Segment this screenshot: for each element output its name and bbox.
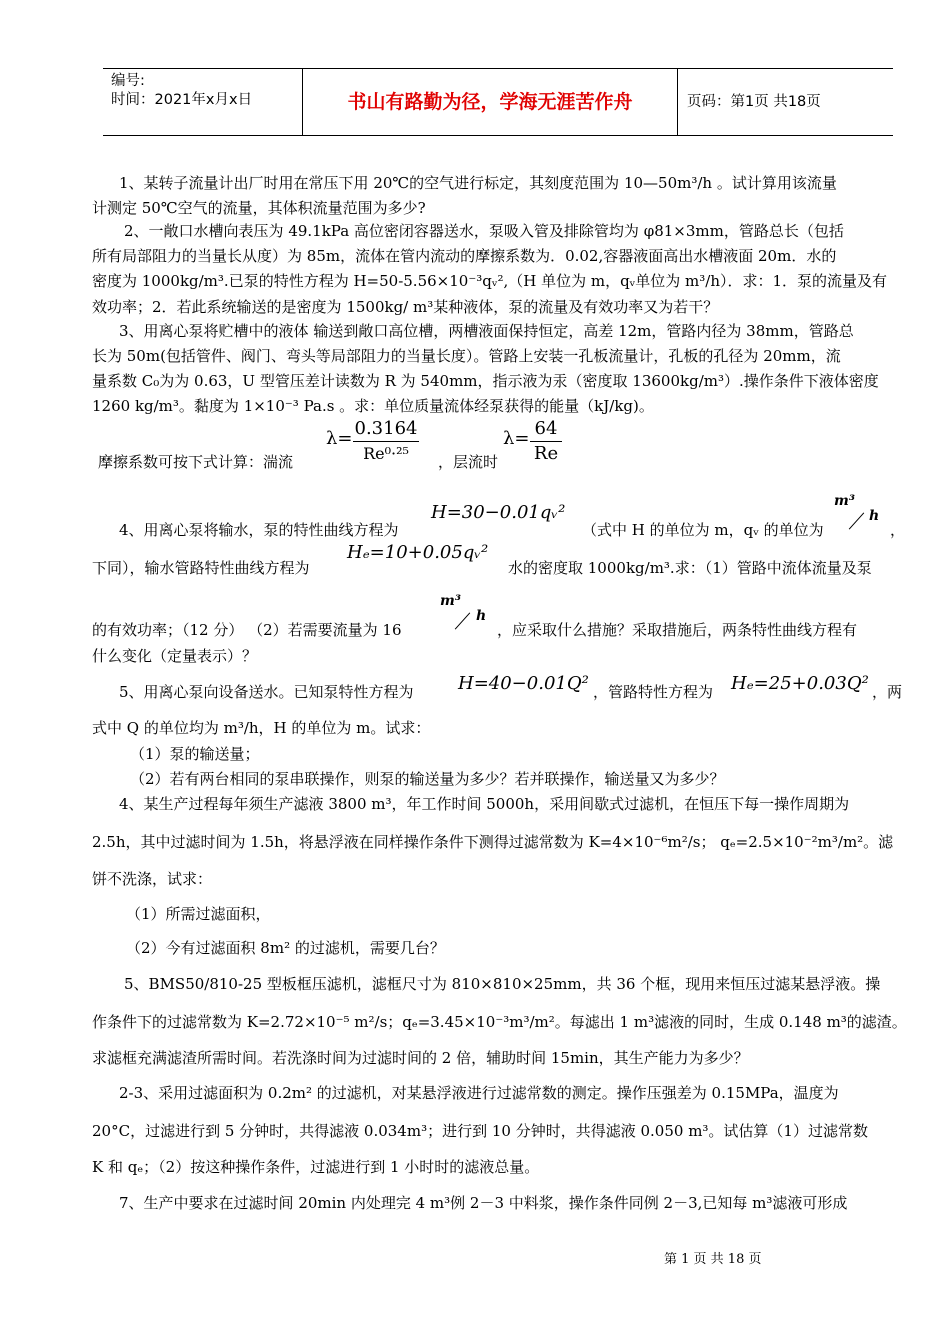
p3-turbulent-denominator: Re⁰·²⁵ [363, 444, 409, 463]
header-info-cell [103, 69, 303, 135]
p4b-line4: （1）所需过滤面积， [126, 905, 271, 923]
unit-slash [455, 612, 470, 629]
p3-line2: 长为 50m(包括管件、阀门、弯头等局部阻力的当量长度）。管路上安装一孔板流量计，孔板的孔径为 20mm，流 [92, 347, 841, 365]
p4a-unit-m3: m³ [834, 493, 855, 509]
p4a-line1-text: 4、用离心泵将输水，泵的特性曲线方程为 [119, 521, 399, 539]
p5b-line2: 作条件下的过滤常数为 K=2.72×10⁻⁵ m²/s；qₑ=3.45×10⁻³m³/m²。每滤出 1 m³滤液的同时，生成 0.148 m³的滤渣。 [92, 1013, 907, 1031]
p3-laminar-numerator: 64 [534, 418, 558, 439]
header-page-label: 页码：第1页 共18页 [687, 94, 821, 110]
header-table [103, 68, 893, 136]
p4a-pump-equation: H=30−0.01qᵥ² [431, 502, 566, 523]
p4a-unit-h: h [869, 508, 880, 524]
p3-line4: 1260 kg/m³。黏度为 1×10⁻³ Pa.s 。求：单位质量流体经泵获得的能量（kJ/kg)。 [92, 397, 654, 415]
fraction-bar [353, 441, 419, 442]
p4a-pipe-equation: Hₑ=10+0.05qᵥ² [347, 542, 489, 563]
p4a-line3-rest: ，应采取什么措施？采取措施后，两条特性曲线方程有 [497, 621, 858, 639]
p23-line2: 20°C，过滤进行到 5 分钟时，共得滤液 0.034m³；进行到 10 分钟时，共得滤液 0.050 m³。试估算（1）过滤常数 [92, 1122, 868, 1140]
p4a-line4: 什么变化（定量表示）？ [92, 647, 258, 665]
header-motto: 书山有路勤为径，学海无涯苦作舟 [303, 69, 678, 135]
p5a-line2: 式中 Q 的单位均为 m³/h，H 的单位为 m。试求： [92, 719, 431, 737]
p3-line1: 3、用离心泵将贮槽中的液体 输送到敞口高位槽，两槽液面保持恒定，高差 12m，管路内径为 38mm，管路总 [119, 322, 854, 340]
p2-line2: 所有局部阻力的当量长从度）为 85m，流体在管内流动的摩擦系数为．0.02,容器液面高出水槽液面 20m．水的 [92, 247, 837, 265]
p2-line4: 效功率；2．若此系统输送的是密度为 1500kg/ m³某种液体，泵的流量及有效功率又为若干？ [92, 298, 719, 316]
p5b-line1: 5、BMS50/810-25 型板框压滤机，滤框尺寸为 810×810×25mm，共 36 个框，现用来恒压过滤某悬浮液。操 [124, 975, 881, 993]
p4a-line2-rest: 水的密度取 1000kg/m³.求：（1）管路中流体流量及泵 [508, 559, 872, 577]
unit-slash [849, 512, 864, 529]
p5b-line3: 求滤框充满滤渣所需时间。若洗涤时间为过滤时间的 2 倍，辅助时间 15min，其生产能力为多少？ [92, 1049, 749, 1067]
p4a-line2-text: 下同），输水管路特性曲线方程为 [92, 559, 310, 577]
p3-lambda-turbulent: λ= [326, 428, 353, 449]
p5a-pump-equation: H=40−0.01Q² [458, 673, 589, 694]
date-label: 时间：2021年x月x日 [111, 92, 253, 108]
p1-line2: 计测定 50℃空气的流量，其体积流量范围为多少? [92, 199, 426, 217]
p5a-line4: （2）若有两台相同的泵串联操作，则泵的输送量为多少？若并联操作，输送量又为多少？ [130, 770, 725, 788]
p4b-line5: （2）今有过滤面积 8m² 的过滤机，需要几台？ [126, 939, 445, 957]
p3-lambda-laminar: λ= [503, 428, 530, 449]
p4a-line1-units: （式中 H 的单位为 m，qᵥ 的单位为 [582, 521, 824, 539]
p3-laminar-fraction [530, 418, 562, 465]
p4a-flow-unit-m3: m³ [440, 593, 461, 609]
p4a-line3-text: 的有效功率；（12 分） （2）若需要流量为 16 [92, 621, 402, 639]
number-label: 编号: [111, 73, 145, 89]
p4a-flow-unit-h: h [476, 608, 487, 624]
p4a-comma: ， [890, 521, 906, 539]
p4b-line3: 饼不洗涤，试求： [92, 870, 213, 888]
p5a-line3: （1）泵的输送量； [130, 745, 260, 763]
p3-laminar-denominator: Re [533, 443, 559, 464]
p23-line3: K 和 qₑ；（2）按这种操作条件，过滤进行到 1 小时时的滤液总量。 [92, 1158, 540, 1176]
p5a-line1-mid: ，管路特性方程为 [593, 683, 714, 701]
p3-friction-label: 摩擦系数可按下式计算：湍流 [98, 453, 294, 471]
p7-line1: 7、生产中要求在过滤时间 20min 内处理完 4 m³例 2－3 中料浆，操作条件同例 2－3,已知每 m³滤液可形成 [119, 1194, 848, 1212]
fraction-bar [530, 441, 562, 442]
p1-line1: 1、某转子流量计出厂时用在常压下用 20℃的空气进行标定，其刻度范围为 10—50m³/h 。试计算用该流量 [119, 174, 837, 192]
p3-laminar-label: ，层流时 [438, 453, 499, 471]
page-footer: 第 1 页 共 18 页 [664, 1252, 762, 1267]
p4b-line2: 2.5h，其中过滤时间为 1.5h，将悬浮液在同样操作条件下测得过滤常数为 K=4×10⁻⁶m²/s； qₑ=2.5×10⁻²m³/m²。滤 [92, 833, 894, 851]
p3-line3: 量系数 C₀为为 0.63，U 型管压差计读数为 R 为 540mm，指示液为汞（密度取 13600kg/m³）.操作条件下液体密度 [92, 372, 879, 390]
p5a-pipe-equation: Hₑ=25+0.03Q² [731, 673, 869, 694]
p5a-line1-text: 5、用离心泵向设备送水。已知泵特性方程为 [119, 683, 414, 701]
p23-line1: 2-3、采用过滤面积为 0.2m² 的过滤机，对某悬浮液进行过滤常数的测定。操作压强差为 0.15MPa，温度为 [119, 1084, 839, 1102]
p4b-line1: 4、某生产过程每年须生产滤液 3800 m³，年工作时间 5000h，采用间歇式过滤机，在恒压下每一操作周期为 [119, 795, 850, 813]
p3-turbulent-fraction [353, 418, 419, 465]
p3-turbulent-numerator: 0.3164 [354, 418, 418, 439]
p2-line3: 密度为 1000kg/m³.已泵的特性方程为 H=50-5.56×10⁻³qᵥ²,（H 单位为 m，qᵥ单位为 m³/h）．求：1．泵的流量及有 [92, 272, 888, 290]
p2-line1: 2、一敞口水槽向表压为 49.1kPa 高位密闭容器送水，泵吸入管及排除管均为 φ81×3mm，管路总长（包括 [124, 222, 844, 240]
p5a-line1-end: ，两 [872, 683, 903, 701]
